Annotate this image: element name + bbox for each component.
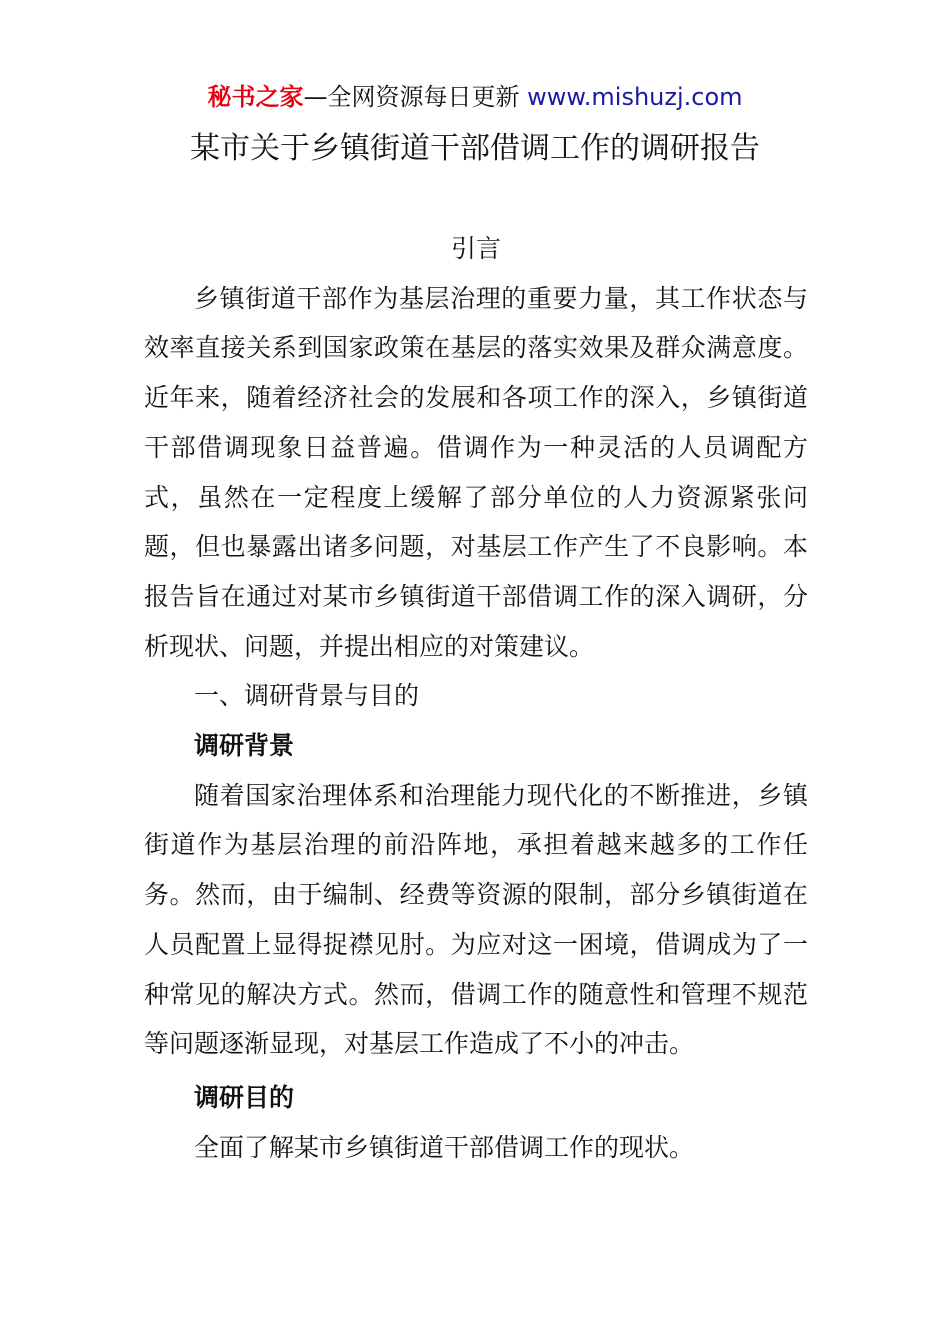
site-brand: 秘书之家 [207, 83, 304, 111]
intro-heading: 引言 [450, 234, 501, 263]
site-header [0, 80, 950, 114]
background-paragraph: 随着国家治理体系和治理能力现代化的不断推进，乡镇街道作为基层治理的前沿阵地，承担着越来越多的工作任务。然而，由于编制、经费等资源的限制，部分乡镇街道在人员配置上显得捉襟见肘。为应对这一困境，借调成为了一种常见的解决方式。然而，借调工作的随意性和管理不规范等问题逐渐显现，对基层工作造成了不小的冲击。 [144, 780, 808, 1059]
background-heading: 调研背景 [194, 731, 295, 761]
purpose-heading: 调研目的 [194, 1082, 295, 1112]
purpose-paragraph: 全面了解某市乡镇街道干部借调工作的现状。 [194, 1132, 695, 1162]
site-tagline: —全网资源每日更新 [303, 83, 520, 111]
intro-paragraph: 乡镇街道干部作为基层治理的重要力量，其工作状态与效率直接关系到国家政策在基层的落实效果及群众满意度。近年来，随着经济社会的发展和各项工作的深入，乡镇街道干部借调现象日益普遍。借调作为一种灵活的人员调配方式，虽然在一定程度上缓解了部分单位的人力资源紧张问题，但也暴露出诸多问题，对基层工作产生了不良影响。本报告旨在通过对某市乡镇街道干部借调工作的深入调研，分析现状、问题，并提出相应的对策建议。 [144, 283, 808, 661]
document-body [144, 224, 808, 1172]
section1-heading: 一、调研背景与目的 [194, 681, 420, 711]
site-url-link[interactable]: www.mishuzj.com [527, 83, 743, 111]
document-title: 某市关于乡镇街道干部借调工作的调研报告 [190, 131, 760, 166]
